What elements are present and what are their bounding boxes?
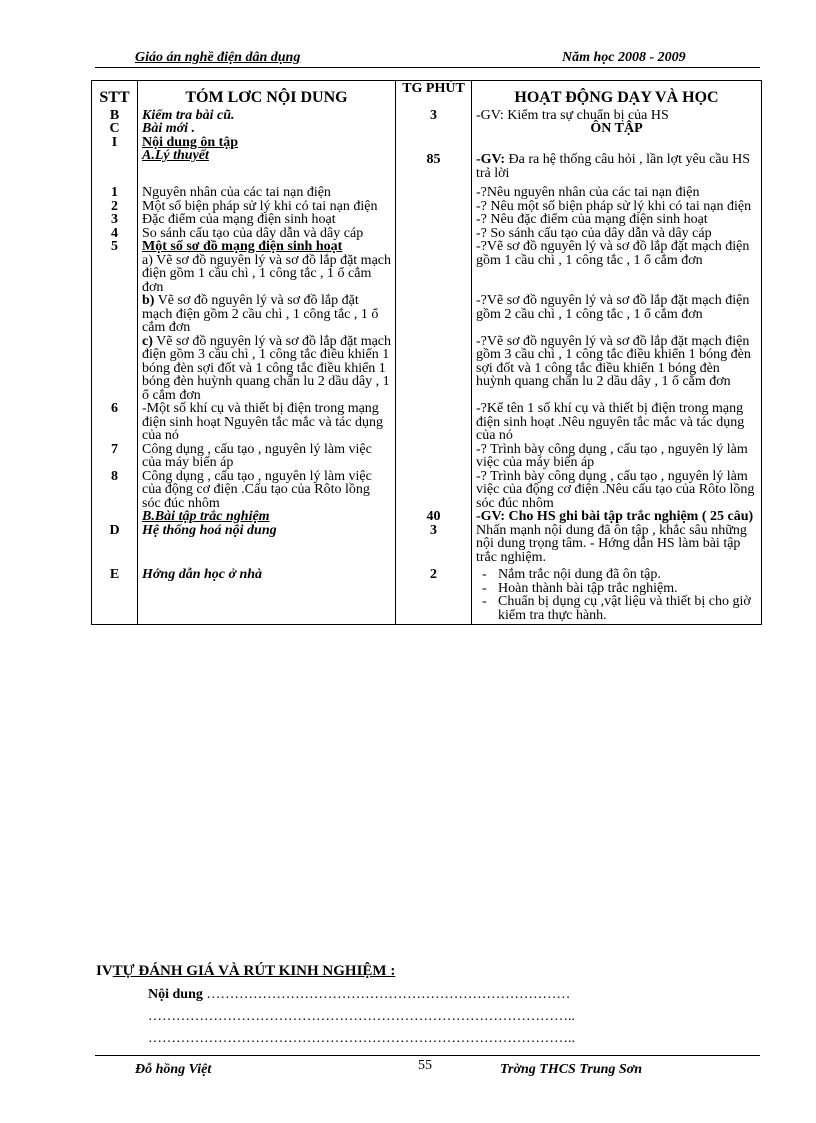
row-content: Một số biện pháp sử lý khi có tai nạn điện <box>138 200 396 214</box>
notes-line-1 <box>148 987 570 1003</box>
row-stt: 2 <box>92 200 138 214</box>
row-stt <box>92 294 138 335</box>
row-activity: -? Trình bày công dụng , cấu tạo , nguyên lý làm việc của máy biến áp <box>472 443 762 470</box>
row-stt: 8 <box>92 470 138 511</box>
row-activity: -? Trình bày công dụng , cấu tạo , nguyên lý làm việc của động cơ điện .Nêu cấu tạo của Rôto lồng sóc đúc nhôm <box>472 470 762 511</box>
table-row <box>92 335 762 403</box>
row-stt: 3 <box>92 213 138 227</box>
row-time <box>396 294 472 335</box>
row-content: Đặc điểm của mạng điện sinh hoạt <box>138 213 396 227</box>
row-time <box>396 335 472 403</box>
row-content: Hớng dẫn học ở nhà <box>138 568 396 625</box>
notes-line-3: ……………………………………………………………………………….. <box>148 1031 575 1046</box>
row-stt <box>92 335 138 403</box>
row-content: Bài mới . <box>138 122 396 136</box>
row-activity: -? Nêu một số biện pháp sử lý khi có tai nạn điện <box>472 200 762 214</box>
table-row <box>92 470 762 511</box>
footer-rule <box>95 1055 760 1056</box>
table-row <box>92 294 762 335</box>
homework-list <box>476 568 757 622</box>
item-5b-text: Vẽ sơ đồ nguyên lý và sơ đồ lắp đặt mạch điện gồm 2 cầu chì , 1 công tắc , 1 ổ cắm đơn <box>142 293 379 335</box>
row-activity: -?Vẽ sơ đồ nguyên lý và sơ đồ lắp đặt mạch điện gồm 2 cầu chì , 1 công tắc , 1 ổ cắm đơn <box>472 294 762 335</box>
row-time <box>396 402 472 443</box>
gv-text: Đa ra hệ thống câu hỏi , lần lợt yêu cầu HS trả lời <box>476 152 750 181</box>
table-row <box>92 524 762 569</box>
row-time <box>396 122 472 136</box>
row-content: Công dụng , cấu tạo , nguyên lý làm việc của máy biến áp <box>138 443 396 470</box>
row-activity: -GV: Kiểm tra sự chuẩn bị của HS <box>472 109 762 123</box>
table-row <box>92 186 762 200</box>
row-content <box>138 240 396 294</box>
row-content: So sánh cấu tạo của dây dẫn và dây cáp <box>138 227 396 241</box>
row-stt <box>92 149 138 186</box>
row-stt: D <box>92 524 138 569</box>
row-time: 40 <box>396 510 472 524</box>
lesson-table <box>91 80 762 625</box>
row-activity: -?Vẽ sơ đồ nguyên lý và sơ đồ lắp đặt mạch điện gồm 3 cầu chì , 1 công tắc điều khiển 1 bóng đèn sợi đốt và 1 công tắc điều khiển 1 bóng đèn huỳnh quang chấn lu 2 dầu dây , 1 ổ cắm đơn <box>472 335 762 403</box>
row-stt: I <box>92 136 138 150</box>
row-activity: -?Nêu nguyên nhân của các tai nạn điện <box>472 186 762 200</box>
row-stt: C <box>92 122 138 136</box>
row-time <box>396 227 472 241</box>
row-content: A.Lý thuyết <box>138 149 396 186</box>
row-content: -Một số khí cụ và thiết bị điện trong mạng điện sinh hoạt Nguyên tắc mắc và tác dụng của nó <box>138 402 396 443</box>
row-stt: B <box>92 109 138 123</box>
row-stt: E <box>92 568 138 625</box>
section-5-title: Một số sơ đồ mạng điện sinh hoạt <box>142 239 343 254</box>
row-time <box>396 186 472 200</box>
table-row <box>92 109 762 123</box>
col-content-header: TÓM LƠC NỘI DUNG <box>138 81 396 109</box>
list-item: - Nắm trắc nội dung đã ôn tập. <box>498 568 757 582</box>
row-time <box>396 213 472 227</box>
row-time <box>396 240 472 294</box>
row-content: Hệ thống hoá nội dung <box>138 524 396 569</box>
row-activity: Nhấn mạnh nội dung đã ôn tập , khắc sâu những nội dung trọng tâm. - Hớng dẫn HS làm bài tập trắc nghiệm. <box>472 524 762 569</box>
row-activity <box>472 568 762 625</box>
list-item: - Chuẩn bị dụng cụ ,vật liệu và thiết bị cho giờ kiểm tra thực hành. <box>498 595 757 622</box>
row-time <box>396 470 472 511</box>
item-5b-label: b) <box>142 293 155 308</box>
notes-label: Nội dung <box>148 987 203 1002</box>
table-row <box>92 510 762 524</box>
row-activity: -? Nêu đặc điểm của mạng điện sinh hoạt <box>472 213 762 227</box>
item-5c-label: c) <box>142 333 153 349</box>
page-number: 55 <box>418 1058 432 1073</box>
section-iv-number: IV <box>96 963 113 979</box>
header-school-year: Năm học 2008 - 2009 <box>562 50 686 65</box>
table-row <box>92 402 762 443</box>
row-time: 2 <box>396 568 472 625</box>
row-activity <box>472 149 762 186</box>
row-activity: -GV: Cho HS ghi bài tập trắc nghiệm ( 25 câu) <box>472 510 762 524</box>
row-content: Nguyên nhân của các tai nạn điện <box>138 186 396 200</box>
table-row <box>92 149 762 186</box>
header-rule <box>95 67 760 68</box>
item-5c-text: Vẽ sơ đồ nguyên lý và sơ đồ lắp đặt mạch điện gồm 3 cầu chì , 1 công tắc điều khiển 1 bóng đèn sợi đốt và 1 công tắc điều khiển 1 bóng đèn huỳnh quang chấn lu 2 dầu dây , 1 ổ cắm đơn <box>142 333 392 403</box>
col-activity-header: HOẠT ĐỘNG DẠY VÀ HỌC <box>472 81 762 109</box>
row-time: 85 <box>396 149 472 186</box>
row-stt: 7 <box>92 443 138 470</box>
table-row <box>92 136 762 150</box>
row-stt: 1 <box>92 186 138 200</box>
row-stt: 6 <box>92 402 138 443</box>
section-iv-heading: TỰ ĐÁNH GIÁ VÀ RÚT KINH NGHIỆM : <box>112 963 396 979</box>
header-subject: Giáo án nghề điện dân dụng <box>135 50 301 65</box>
table-row <box>92 122 762 136</box>
table-row <box>92 240 762 294</box>
table-header-row <box>92 81 762 109</box>
row-time: 3 <box>396 109 472 123</box>
col-time-header: TG PHÚT <box>396 81 472 109</box>
row-activity: -?Kể tên 1 số khí cụ và thiết bị điện trong mạng điện sinh hoạt .Nêu nguyên tắc mắc và tác dụng của nó <box>472 402 762 443</box>
row-activity <box>472 136 762 150</box>
row-time <box>396 136 472 150</box>
notes-dots: …………………………………………………………………… <box>206 987 571 1002</box>
row-activity: ÔN TẬP <box>472 122 762 136</box>
list-item: - Hoàn thành bài tập trắc nghiệm. <box>498 582 757 596</box>
row-content <box>138 335 396 403</box>
table-row <box>92 443 762 470</box>
gv-label: -GV: <box>476 152 506 167</box>
col-stt-header: STT <box>92 81 138 109</box>
footer-author: Đỗ hồng Việt <box>135 1062 212 1077</box>
section-iv-title <box>96 963 395 980</box>
row-activity: -? So sánh cấu tạo của dây dẫn và dây cáp <box>472 227 762 241</box>
row-content: Công dụng , cấu tạo , nguyên lý làm việc của động cơ điện .Cấu tạo của Rôto lồng sóc đúc nhôm <box>138 470 396 511</box>
row-stt: 4 <box>92 227 138 241</box>
row-time <box>396 443 472 470</box>
row-time: 3 <box>396 524 472 569</box>
row-stt <box>92 510 138 524</box>
table-row <box>92 200 762 214</box>
row-content: B.Bài tập trắc nghiệm <box>138 510 396 524</box>
row-activity: -?Vẽ sơ đồ nguyên lý và sơ đồ lắp đặt mạch điện gồm 1 cầu chì , 1 công tắc , 1 ổ cắm đơn <box>472 240 762 294</box>
table-row <box>92 213 762 227</box>
footer-school: Trờng THCS Trung Sơn <box>500 1062 642 1077</box>
row-stt: 5 <box>92 240 138 294</box>
row-content: Kiểm tra bài cũ. <box>138 109 396 123</box>
item-5a: a) Vẽ sơ đồ nguyên lý và sơ đồ lắp đặt mạch điện gồm 1 cầu chì , 1 công tắc , 1 ổ cắm đơn <box>142 252 391 295</box>
row-content: Nội dung ôn tập <box>138 136 396 150</box>
notes-line-2: ……………………………………………………………………………….. <box>148 1009 575 1024</box>
table-row <box>92 568 762 625</box>
row-content <box>138 294 396 335</box>
row-time <box>396 200 472 214</box>
table-row <box>92 227 762 241</box>
